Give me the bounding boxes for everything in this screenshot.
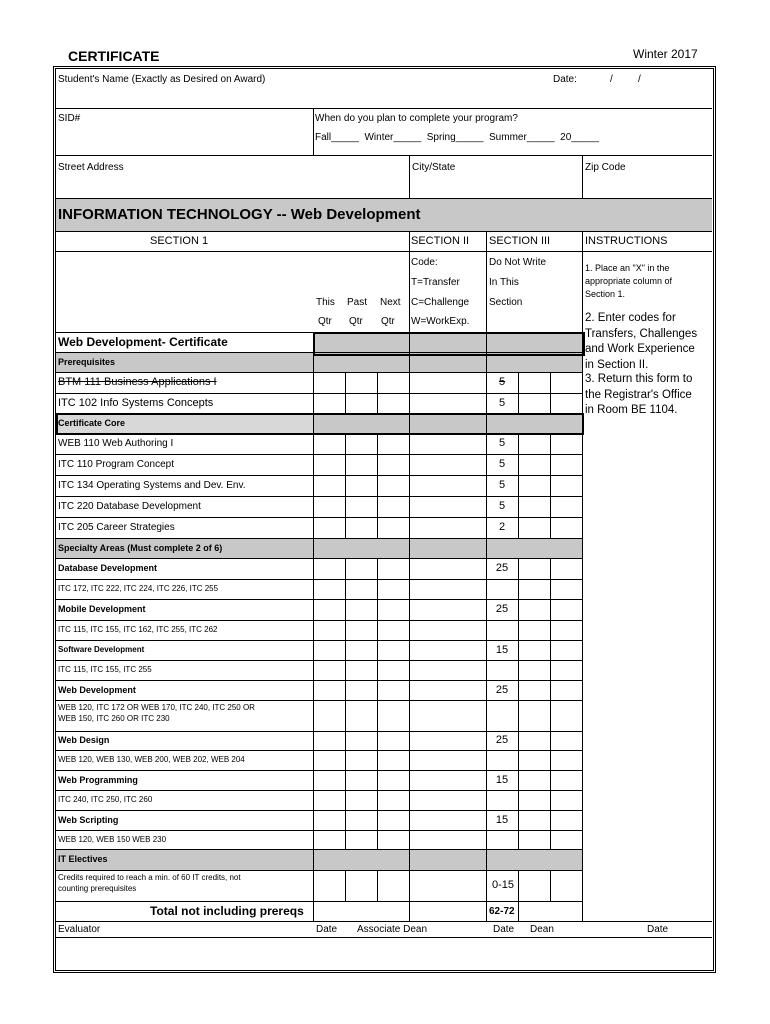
course-row-label: ITC 172, ITC 222, ITC 224, ITC 226, ITC 255 (58, 584, 219, 594)
sid-label: SID# (58, 113, 81, 124)
course-row-label: Web Programming (58, 774, 138, 785)
course-row-credits: 5 (498, 396, 506, 409)
date-label: Date: (553, 74, 577, 85)
course-row-label: Mobile Development (58, 604, 146, 615)
date-sep: / (638, 74, 641, 85)
course-row-credits: 5 (498, 458, 506, 470)
section-3-header: SECTION III (489, 235, 551, 247)
code-label: Code: (411, 257, 438, 268)
course-row-credits: 5 (498, 376, 506, 388)
course-row-credits: 25 (495, 734, 509, 746)
course-row-label: ITC 102 Info Systems Concepts (58, 396, 214, 409)
footer-date-1: Date (316, 924, 338, 935)
form-title: CERTIFICATE (68, 48, 160, 64)
course-row-label: Database Development (58, 563, 158, 574)
col-next: Next (380, 297, 401, 308)
course-row-credits: 5 (498, 437, 506, 449)
course-row-label: Web Development- Certificate (58, 335, 228, 350)
dnw-1: Do Not Write (489, 257, 547, 268)
section-1-header: SECTION 1 (150, 235, 209, 247)
dean-label: Dean (530, 924, 554, 935)
course-row-label: WEB 120, WEB 150 WEB 230 (58, 834, 167, 844)
code-transfer: T=Transfer (411, 277, 460, 288)
course-row-label: ITC 110 Program Concept (58, 458, 174, 470)
course-row-credits: 25 (495, 603, 509, 615)
course-row-credits: 0-15 (491, 879, 515, 891)
instruction-1: 1. Place an "X" in the appropriate column of Section 1. (585, 263, 673, 299)
course-row-credits: 2 (498, 521, 506, 533)
course-row-label: ITC 220 Database Development (58, 500, 201, 512)
plan-options: Fall_____ Winter_____ Spring_____ Summer_____ 20_____ (315, 132, 600, 143)
instruction-2: 2. Enter codes for Transfers, Challenges and Work Experience in Section II. (585, 312, 698, 371)
course-row-label: WEB 110 Web Authoring I (58, 437, 174, 449)
course-row-label: WEB 120, ITC 172 OR WEB 170, ITC 240, ITC 250 OR (58, 703, 255, 712)
city-label: City/State (412, 162, 456, 173)
student-name-label: Student's Name (Exactly as Desired on Award) (58, 74, 266, 85)
total-label: Total not including prereqs (150, 904, 304, 918)
course-row-credits: 25 (495, 562, 509, 574)
code-workexp: W=WorkExp. (411, 316, 470, 327)
core-header-box (56, 413, 584, 435)
course-row-label-line2: counting prerequisites (58, 884, 137, 893)
col-past: Past (347, 297, 368, 308)
course-row-label: BTM 111 Business Applications I (58, 376, 217, 389)
course-row-credits: 15 (495, 643, 509, 656)
evaluator-label: Evaluator (58, 924, 101, 935)
footer-date-2: Date (493, 924, 515, 935)
street-label: Street Address (58, 162, 124, 173)
course-row-credits: 5 (498, 479, 506, 491)
dnw-3: Section (489, 297, 523, 308)
course-row-label: Web Design (58, 735, 110, 746)
course-row-credits: 25 (495, 683, 509, 696)
associate-dean-label: Associate Dean (357, 924, 428, 935)
footer-date-3: Date (647, 924, 669, 935)
col-qtr: Qtr (318, 316, 332, 327)
course-row-label: ITC 240, ITC 250, ITC 260 (58, 795, 153, 805)
term-label: Winter 2017 (633, 47, 698, 61)
course-row-credits: 5 (498, 500, 506, 512)
dnw-2: In This (489, 277, 519, 288)
program-title: INFORMATION TECHNOLOGY -- Web Development (58, 206, 421, 223)
plan-question: When do you plan to complete your program? (315, 113, 518, 124)
course-row-label: ITC 115, ITC 155, ITC 255 (58, 665, 152, 675)
date-sep: / (610, 74, 613, 85)
course-row-label: ITC 205 Career Strategies (58, 521, 175, 533)
course-row-label: Certificate Core (58, 417, 126, 428)
section-2-header: SECTION II (411, 235, 470, 247)
cert-header-box (313, 332, 585, 356)
course-row-label: Credits required to reach a min. of 60 IT credits, not (58, 873, 241, 882)
col-qtr: Qtr (349, 316, 363, 327)
course-row-label: WEB 120, WEB 130, WEB 200, WEB 202, WEB 204 (58, 755, 245, 765)
course-row-label: Web Development (58, 684, 136, 695)
course-row-credits: 15 (495, 813, 509, 826)
course-row-label: Web Scripting (58, 814, 119, 825)
instructions-header: INSTRUCTIONS (585, 235, 668, 247)
course-row-label: Specialty Areas (Must complete 2 of 6) (58, 542, 223, 553)
course-row-label: ITC 115, ITC 155, ITC 162, ITC 255, ITC 262 (58, 625, 218, 635)
code-challenge: C=Challenge (411, 297, 470, 308)
course-row-label: ITC 134 Operating Systems and Dev. Env. (58, 479, 246, 491)
zip-label: Zip Code (585, 162, 626, 173)
course-row-label: Prerequisites (58, 356, 116, 367)
col-qtr: Qtr (381, 316, 395, 327)
course-row-credits: 15 (495, 773, 509, 786)
total-credits: 62-72 (489, 906, 515, 917)
course-row-label-line2: WEB 150, ITC 260 OR ITC 230 (58, 714, 170, 723)
instruction-3: 3. Return this form to the Registrar's Office in Room BE 1104. (585, 373, 693, 416)
course-row-label: IT Electives (58, 854, 108, 865)
col-this: This (316, 297, 335, 308)
course-row-label: Software Development (58, 645, 145, 655)
